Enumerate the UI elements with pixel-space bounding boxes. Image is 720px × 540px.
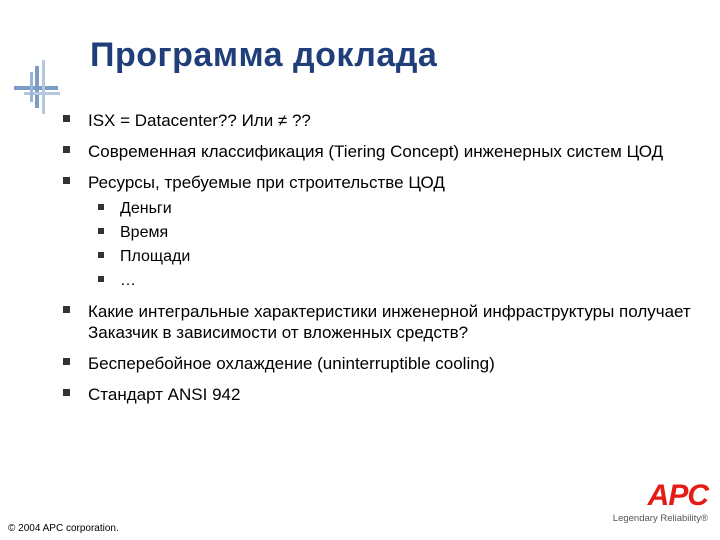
- list-item: [58, 384, 698, 405]
- sublist-item-text: Площади: [120, 248, 191, 265]
- sublist-item-text: Деньги: [120, 200, 172, 217]
- list-item-text: Стандарт ANSI 942: [88, 385, 241, 404]
- bullet-icon: [98, 276, 104, 282]
- sublist-item: [98, 247, 698, 267]
- bullet-icon: [98, 228, 104, 234]
- logo-tagline: Legendary Reliability®: [612, 513, 708, 524]
- sublist-item: [98, 271, 698, 291]
- list-item: [58, 301, 698, 343]
- bullet-icon: [98, 252, 104, 258]
- list-item: [58, 110, 698, 131]
- copyright: © 2004 APC corporation.: [8, 523, 119, 534]
- sublist-item-text: …: [120, 272, 136, 289]
- logo-wordmark: APC: [647, 479, 708, 512]
- list-item: [58, 353, 698, 374]
- bullet-icon: [63, 115, 70, 122]
- bullet-icon: [63, 358, 70, 365]
- bullet-icon: [63, 306, 70, 313]
- bullet-icon: [63, 177, 70, 184]
- sublist-item: [98, 199, 698, 219]
- list-item-text: ISX = Datacenter?? Или ≠ ??: [88, 111, 311, 130]
- list-item: [58, 172, 698, 193]
- sublist-item-text: Время: [120, 224, 169, 241]
- slide-content: [58, 110, 698, 415]
- sublist-item: [98, 223, 698, 243]
- list-item-text: Бесперебойное охлаждение (uninterruptible cooling): [88, 354, 495, 373]
- list-item-text: Какие интегральные характеристики инженерной инфраструктуры получает Заказчик в зависимости от вложенных средств?: [88, 302, 691, 342]
- bullet-icon: [63, 389, 70, 396]
- sublist: [58, 199, 698, 291]
- bullet-icon: [98, 204, 104, 210]
- page-title: Программа доклада: [90, 36, 438, 74]
- list-item: [58, 141, 698, 162]
- corner-decoration: [0, 0, 80, 120]
- apc-logo: [612, 479, 708, 530]
- bullet-icon: [63, 146, 70, 153]
- list-item-text: Ресурсы, требуемые при строительстве ЦОД: [88, 173, 445, 192]
- list-item-text: Современная классификация (Tiering Concept) инженерных систем ЦОД: [88, 142, 664, 161]
